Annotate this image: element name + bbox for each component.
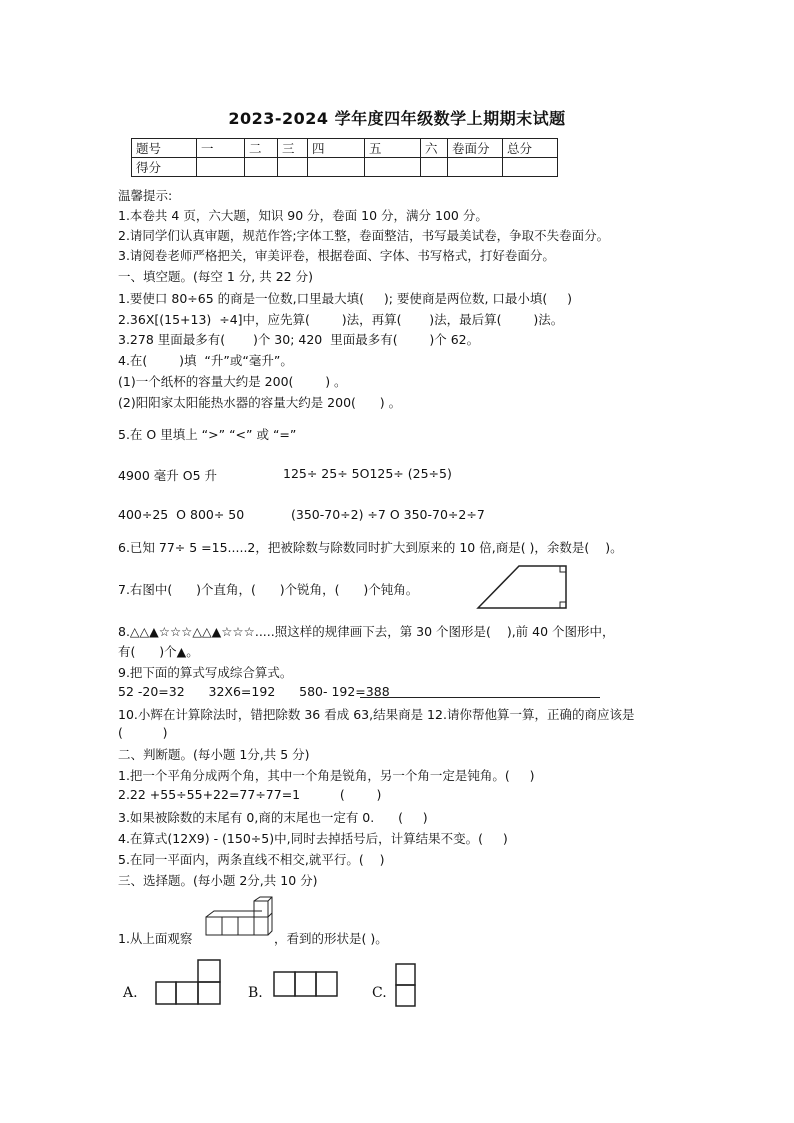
exam-title: 2023-2024 学年度四年级数学上期期末试题 xyxy=(228,109,566,128)
question-2-4: 4.在算式(12X9) - (150÷5)中,同时去掉括号后，计算结果不变。( ) xyxy=(118,831,508,846)
trapezoid-figure xyxy=(474,562,570,612)
question-3-1-prefix: 1.从上面观察 xyxy=(118,931,193,946)
question-1-5: 5.在 O 里填上 “>” “<” 或 “=” xyxy=(118,427,297,442)
score-input-cell[interactable] xyxy=(308,158,365,177)
score-table-row xyxy=(132,158,558,177)
question-1-8: 8.△△▲☆☆☆△△▲☆☆☆.....照这样的规律画下去，第 30 个图形是( ),前 40 个图形中， xyxy=(118,624,615,639)
option-b-figure[interactable] xyxy=(272,970,340,1000)
table-cell: 二 xyxy=(245,139,278,158)
question-1-9-exprs: 52 -20=32 32X6=192 580- 192=388 xyxy=(118,684,390,699)
question-1-5-b1: 400÷25 O 800÷ 50 xyxy=(118,507,245,522)
score-input-cell[interactable] xyxy=(278,158,308,177)
question-1-6: 6.已知 77÷ 5 =15.....2，把被除数与除数同时扩大到原来的 10 倍,商是( )，余数是( )。 xyxy=(118,540,623,555)
table-cell: 一 xyxy=(197,139,245,158)
option-c-label: C. xyxy=(372,985,387,1001)
right-angle-mark xyxy=(560,602,566,608)
question-1-2: 2.36X[(15+13) ÷4]中，应先算( )法，再算( )法，最后算( )法。 xyxy=(118,312,564,327)
option-c-figure[interactable] xyxy=(394,962,418,1008)
option-b-label: B. xyxy=(248,985,263,1001)
option-a-label: A. xyxy=(123,985,138,1001)
answer-line[interactable] xyxy=(360,697,600,698)
table-cell: 三 xyxy=(278,139,308,158)
question-1-8-cont: 有( )个▲。 xyxy=(118,644,199,659)
option-a-figure[interactable] xyxy=(154,958,224,1006)
question-2-2: 2.22 +55÷55+22=77÷77=1 ( ) xyxy=(118,787,382,802)
tip-item: 2.请同学们认真审题，规范作答;字体工整，卷面整洁，书写最美试卷，争取不失卷面分。 xyxy=(118,228,610,243)
question-1-10-cont: ( ) xyxy=(118,725,168,740)
tip-item: 1.本卷共 4 页，六大题，知识 90 分，卷面 10 分，满分 100 分。 xyxy=(118,208,488,223)
question-1-7: 7.右图中( )个直角，( )个锐角，( )个钝角。 xyxy=(118,582,419,597)
tip-item: 3.请阅卷老师严格把关，审美评卷，根据卷面、字体、书写格式，打好卷面分。 xyxy=(118,248,555,263)
score-table xyxy=(131,138,558,177)
question-1-5-a2: 125÷ 25÷ 5O125÷ (25÷5) xyxy=(283,466,452,481)
table-cell: 六 xyxy=(421,139,448,158)
question-1-4-1: (1)一个纸杯的容量大约是 200( ) 。 xyxy=(118,374,347,389)
table-cell: 得分 xyxy=(132,158,197,177)
section2-heading: 二、判断题。(每小题 1分,共 5 分) xyxy=(118,747,310,762)
cube-stack-figure xyxy=(204,895,274,939)
question-1-3: 3.278 里面最多有( )个 30; 420 里面最多有( )个 62。 xyxy=(118,332,480,347)
score-input-cell[interactable] xyxy=(197,158,245,177)
score-input-cell[interactable] xyxy=(503,158,558,177)
score-input-cell[interactable] xyxy=(365,158,421,177)
table-cell: 题号 xyxy=(132,139,197,158)
question-1-5-a1: 4900 毫升 O5 升 xyxy=(118,468,218,483)
section1-heading: 一、填空题。(每空 1 分, 共 22 分) xyxy=(118,269,313,284)
question-2-1: 1.把一个平角分成两个角，其中一个角是锐角，另一个角一定是钝角。( ) xyxy=(118,768,535,783)
question-2-3: 3.如果被除数的末尾有 0,商的末尾也一定有 0. ( ) xyxy=(118,810,428,825)
question-2-5: 5.在同一平面内，两条直线不相交,就平行。( ) xyxy=(118,852,385,867)
question-1-10: 10.小辉在计算除法时，错把除数 36 看成 63,结果商是 12.请你帮他算一算，正确的商应该是 xyxy=(118,707,635,722)
question-3-1-suffix: ，看到的形状是( )。 xyxy=(274,931,388,946)
score-input-cell[interactable] xyxy=(245,158,278,177)
question-1-1: 1.要使口 80÷65 的商是一位数,口里最大填( ); 要使商是两位数, 口最小填( ) xyxy=(118,291,573,306)
score-table-header-row xyxy=(132,139,558,158)
score-input-cell[interactable] xyxy=(421,158,448,177)
section3-heading: 三、选择题。(每小题 2分,共 10 分) xyxy=(118,873,318,888)
trapezoid-shape xyxy=(478,566,566,608)
table-cell: 五 xyxy=(365,139,421,158)
question-1-4-2: (2)阳阳家太阳能热水器的容量大约是 200( ) 。 xyxy=(118,395,402,410)
score-input-cell[interactable] xyxy=(448,158,503,177)
question-1-9: 9.把下面的算式写成综合算式。 xyxy=(118,665,293,680)
table-cell: 四 xyxy=(308,139,365,158)
question-1-5-b2: (350-70÷2) ÷7 O 350-70÷2÷7 xyxy=(291,507,485,522)
question-1-4: 4.在( )填 “升”或“毫升”。 xyxy=(118,353,293,368)
table-cell: 总分 xyxy=(503,139,558,158)
table-cell: 卷面分 xyxy=(448,139,503,158)
right-angle-mark xyxy=(560,566,566,572)
tips-heading: 温馨提示: xyxy=(118,188,173,203)
